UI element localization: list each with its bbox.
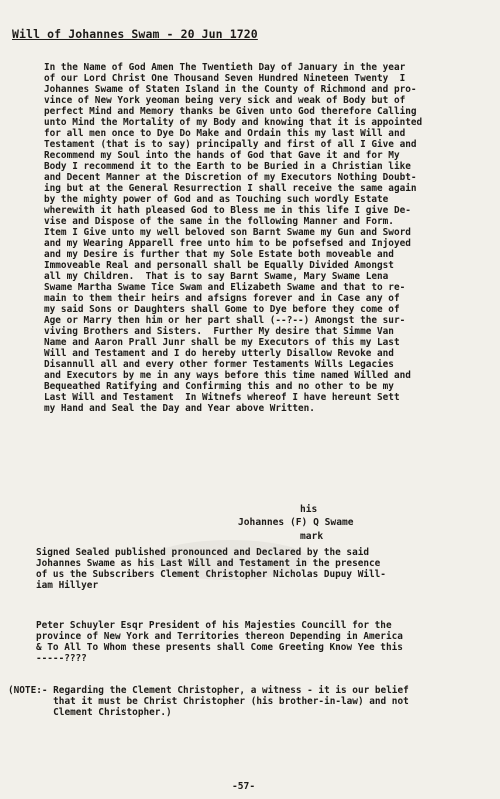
will-line: Body I recommend it to the Earth to be Buried in a Christian like	[44, 161, 411, 172]
attestation-line: Johannes Swame as his Last Will and Testament in the presence	[36, 558, 381, 569]
will-line: unto Mind the Mortality of my Body and knowing that it is appointed	[44, 117, 423, 128]
page-number: -57-	[232, 781, 256, 792]
will-line: Swame Martha Swame Tice Swam and Elizabeth Swame and that to re-	[44, 282, 406, 293]
will-line: Will and Testament and I do hereby utterly Disallow Revoke and	[44, 348, 394, 359]
attestation-line: iam Hillyer	[36, 580, 99, 591]
will-line: and my Wearing Apparell free unto him to be pofsefsed and Injoyed	[44, 238, 411, 249]
will-line: all my Children. That is to say Barnt Swame, Mary Swame Lena	[44, 271, 389, 282]
will-line: and Decent Manner at the Discretion of my Executors Nothing Doubt-	[44, 172, 417, 183]
will-line: In the Name of God Amen The Twentieth Day of January in the year	[44, 62, 406, 73]
will-line: wherewith it hath pleased God to Bless me in this life I give De-	[44, 205, 411, 216]
will-line: Item I Give unto my well beloved son Barnt Swame my Gun and Sword	[44, 227, 411, 238]
will-line: ing but at the General Resurrection I shall receive the same again	[44, 183, 417, 194]
attestation-line: Signed Sealed published pronounced and Declared by the said	[36, 547, 370, 558]
will-line: Immoveable Real and personall shall be Equally Divided Amongst	[44, 260, 394, 271]
note-line: (NOTE:- Regarding the Clement Christopher, a witness - it is our belief	[8, 685, 409, 696]
will-line: Bequeathed Ratifying and Confirming this and no other to be my	[44, 381, 394, 392]
probate-line: & To All To Whom these presents shall Come Greeting Know Yee this	[36, 642, 403, 653]
will-line: and my Desire is further that my Sole Estate both moveable and	[44, 249, 394, 260]
signature-name: Johannes (F) Q Swame	[238, 517, 354, 528]
will-line: Disannull all and every other former Testaments Wills Legacies	[44, 359, 394, 370]
will-line: Last Will and Testament In Witnefs whereof I have hereunt Sett	[44, 392, 400, 403]
will-line: and Executors by me in any ways before this time named Willed and	[44, 370, 411, 381]
will-line: Recommend my Soul into the hands of God that Gave it and for My	[44, 150, 400, 161]
will-line: Testament (that is to say) principally and first of all I Give and	[44, 139, 417, 150]
will-line: Age or Marry then him or her part shall (--?--) Amongst the sur-	[44, 315, 406, 326]
will-line: vise and Dispose of the same in the following Manner and Form.	[44, 216, 394, 227]
signature-mark-label: mark	[300, 531, 324, 542]
will-line: vince of New York yeoman being very sick and weak of Body but of	[44, 95, 406, 106]
will-line: Johannes Swame of Staten Island in the County of Richmond and pro-	[44, 84, 417, 95]
will-line: viving Brothers and Sisters. Further My desire that Simme Van	[44, 326, 394, 337]
probate-line: province of New York and Territories thereon Depending in America	[36, 631, 403, 642]
note-line: Clement Christopher.)	[8, 707, 172, 718]
will-line: by the mighty power of God and as Touching such wordly Estate	[44, 194, 389, 205]
will-line: of our Lord Christ One Thousand Seven Hundred Nineteen Twenty I	[44, 73, 406, 84]
attestation-line: of us the Subscribers Clement Christopher Nicholas Dupuy Will-	[36, 569, 386, 580]
probate-line: -----????	[36, 653, 87, 664]
signature-his: his	[300, 504, 318, 515]
signature-mark	[238, 504, 438, 544]
will-line: main to them their heirs and afsigns forever and in Case any of	[44, 293, 400, 304]
document-title	[12, 27, 258, 41]
will-line: perfect Mind and Memory thanks be Given unto God therefore Calling	[44, 106, 417, 117]
will-line: Name and Aaron Prall Junr shall be my Executors of this my Last	[44, 337, 400, 348]
will-line: my said Sons or Daughters shall Gome to Dye before they come of	[44, 304, 400, 315]
will-line: my Hand and Seal the Day and Year above Written.	[44, 403, 315, 414]
note-line: that it must be Christ Christopher (his brother-in-law) and not	[8, 696, 409, 707]
probate-line: Peter Schuyler Esqr President of his Majesties Councill for the	[36, 620, 392, 631]
will-line: for all men once to Dye Do Make and Ordain this my last Will and	[44, 128, 406, 139]
title-text: Will of Johannes Swam - 20 Jun 1720	[12, 27, 258, 41]
